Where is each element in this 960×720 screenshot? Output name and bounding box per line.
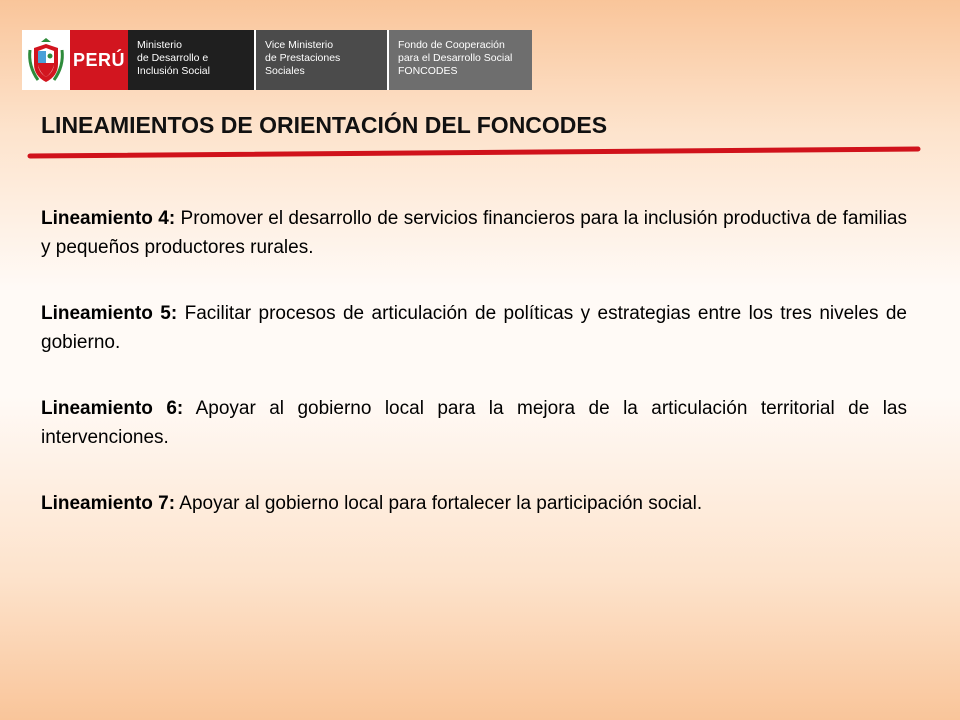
guideline-item bbox=[41, 394, 907, 452]
vice-ministry-line: de Prestaciones bbox=[265, 52, 341, 64]
guideline-text: Apoyar al gobierno local para la mejora de la articulación territorial de las intervenciones. bbox=[41, 398, 907, 448]
guideline-text: Promover el desarrollo de servicios financieros para la inclusión productiva de familias y pequeños productores rurales. bbox=[41, 208, 907, 258]
guideline-text: Facilitar procesos de articulación de políticas y estrategias entre los tres niveles de gobierno. bbox=[41, 303, 907, 353]
guidelines-list bbox=[41, 204, 907, 555]
page-title: LINEAMIENTOS DE ORIENTACIÓN DEL FONCODES bbox=[41, 112, 608, 138]
guideline-label: Lineamiento 4: bbox=[41, 208, 176, 229]
peru-coat-of-arms-icon bbox=[22, 30, 70, 90]
vice-ministry-line: Sociales bbox=[265, 65, 305, 77]
peru-brand-label: PERÚ bbox=[70, 30, 128, 90]
guideline-item bbox=[41, 489, 907, 518]
ministry-block bbox=[128, 30, 254, 90]
ministry-line: Inclusión Social bbox=[137, 65, 210, 77]
guideline-label: Lineamiento 6: bbox=[41, 398, 184, 419]
foncodes-block bbox=[387, 30, 532, 90]
guideline-label: Lineamiento 5: bbox=[41, 303, 178, 324]
guideline-item bbox=[41, 299, 907, 357]
guideline-text: Apoyar al gobierno local para fortalecer la participación social. bbox=[175, 493, 703, 514]
government-logo-header bbox=[22, 30, 532, 90]
ministry-line: Ministerio bbox=[137, 39, 182, 51]
vice-ministry-line: Vice Ministerio bbox=[265, 39, 334, 51]
foncodes-line: Fondo de Cooperación bbox=[398, 39, 505, 51]
foncodes-line: FONCODES bbox=[398, 65, 458, 77]
guideline-item bbox=[41, 204, 907, 262]
ministry-line: de Desarrollo e bbox=[137, 52, 209, 64]
foncodes-line: para el Desarrollo Social bbox=[398, 52, 513, 64]
guideline-label: Lineamiento 7: bbox=[41, 493, 176, 514]
vice-ministry-block bbox=[254, 30, 387, 90]
